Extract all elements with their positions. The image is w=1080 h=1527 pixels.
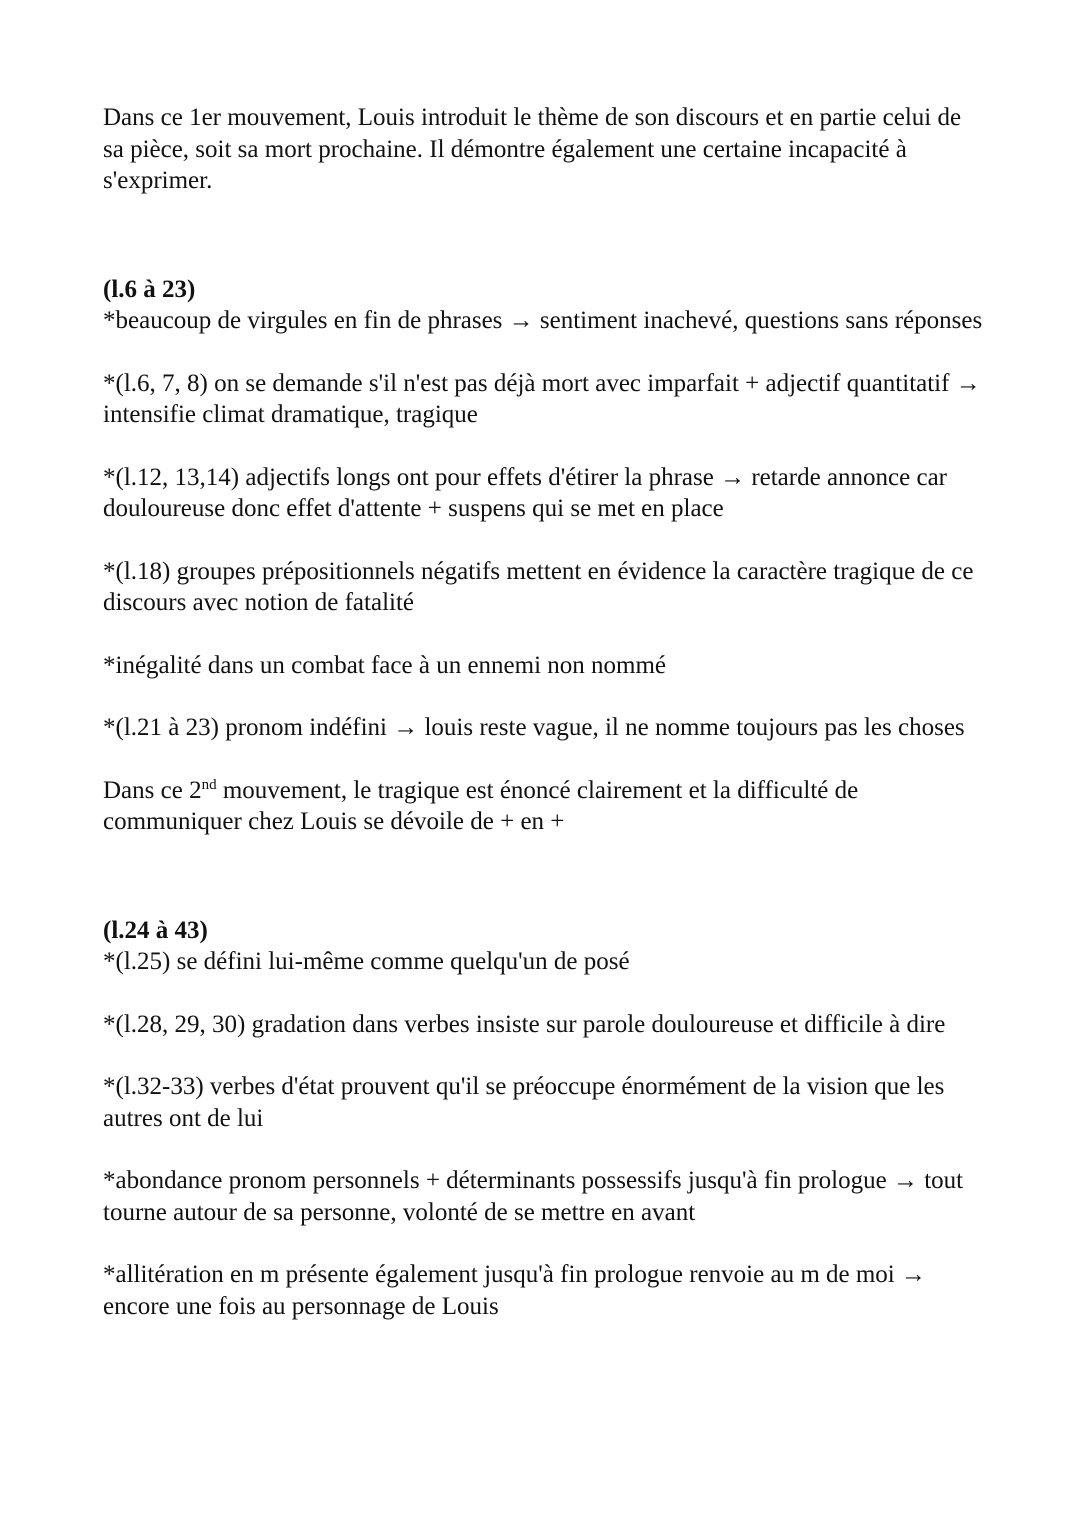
- document-page: [103, 102, 983, 1353]
- movement-2-intro: [103, 775, 983, 838]
- list-item: *(l.32-33) verbes d'état prouvent qu'il se préoccupe énormément de la vision que les autres ont de lui: [103, 1073, 945, 1132]
- list-item: *(l.21 à 23) pronom indéfini → louis reste vague, il ne nomme toujours pas les choses: [103, 714, 965, 741]
- section-1-heading: (l.6 à 23): [103, 275, 196, 303]
- spacer: [103, 869, 983, 915]
- spacer: [103, 228, 983, 274]
- ordinal-superscript: nd: [201, 776, 217, 793]
- movement-2-intro-end: mouvement, le tragique est énoncé clairement et la difficulté de communiquer chez Louis se dévoile de + en +: [103, 776, 859, 835]
- list-item: *abondance pronom personnels + déterminants possessifs jusqu'à fin prologue → tout tourne autour de sa personne, volonté de se mettre en avant: [103, 1167, 964, 1226]
- list-item: *(l.12, 13,14) adjectifs longs ont pour effets d'étirer la phrase → retarde annonce car douloureuse donc effet d'attente + suspens qui se met en place: [103, 463, 948, 522]
- section-2-first-block: [103, 915, 983, 978]
- list-item: *(l.25) se défini lui-même comme quelqu'un de posé: [103, 948, 630, 975]
- list-item: *(l.28, 29, 30) gradation dans verbes insiste sur parole douloureuse et difficile à dire: [103, 1010, 946, 1038]
- movement-2-intro-start: Dans ce 2: [103, 776, 202, 804]
- list-item: *(l.18) groupes prépositionnels négatifs mettent en évidence la caractère tragique de ce discours avec notion de fatalité: [103, 557, 974, 616]
- list-item: *(l.6, 7, 8) on se demande s'il n'est pas déjà mort avec imparfait + adjectif quantitatif → intensifie climat dramatique, tragique: [103, 369, 981, 428]
- list-item: *beaucoup de virgules en fin de phrases → sentiment inachevé, questions sans réponses: [103, 307, 983, 334]
- movement-1-intro: Dans ce 1er mouvement, Louis introduit le thème de son discours et en partie celui de sa pièce, soit sa mort prochaine. Il démontre également une certaine incapacité à s'exprimer.: [103, 104, 962, 194]
- section-2-heading: (l.24 à 43): [103, 916, 208, 944]
- list-item: *inégalité dans un combat face à un ennemi non nommé: [103, 651, 667, 679]
- section-1-first-block: [103, 274, 983, 337]
- list-item: *allitération en m présente également jusqu'à fin prologue renvoie au m de moi → encore une fois au personnage de Louis: [103, 1261, 926, 1320]
